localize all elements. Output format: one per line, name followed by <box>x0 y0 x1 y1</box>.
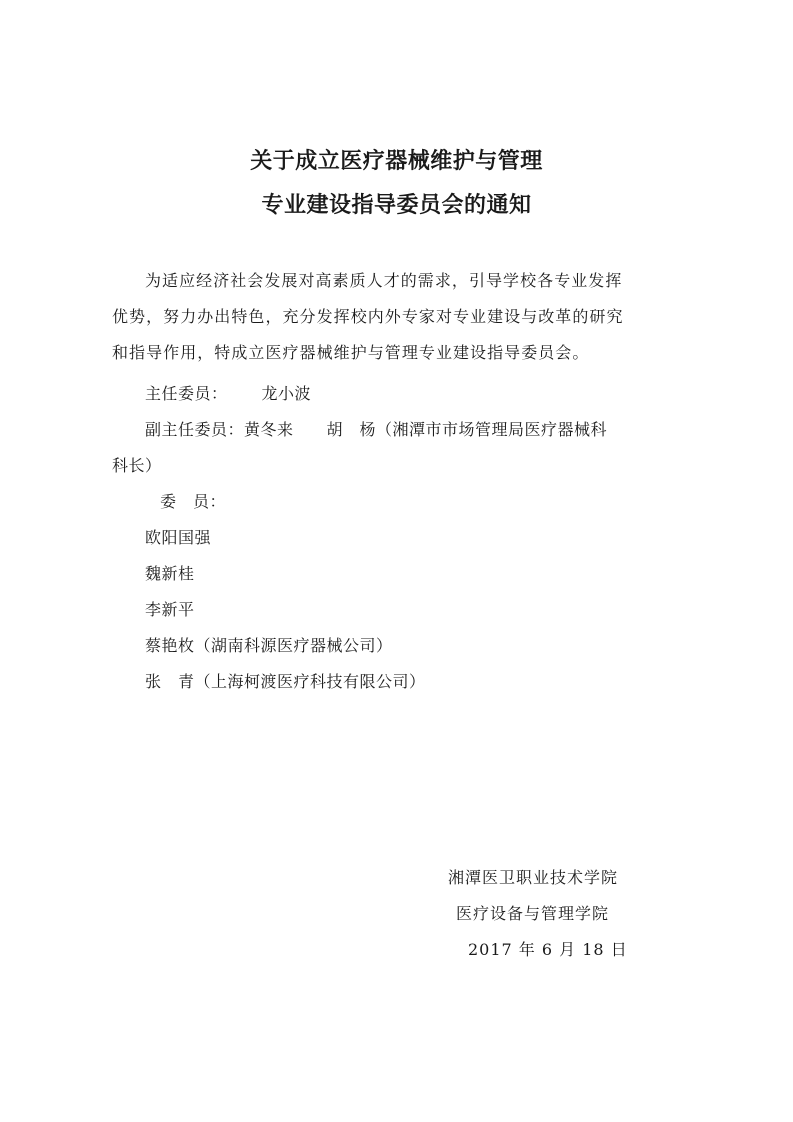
paragraph-line-2: 优势，努力办出特色，充分发挥校内外专家对专业建设与改革的研究 <box>112 307 624 326</box>
title-line-2: 专业建设指导委员会的通知 <box>261 193 532 218</box>
director-row <box>145 381 311 404</box>
deputy-names: 黄冬来 胡 杨（湘潭市市场管理局医疗器械科 <box>244 420 608 439</box>
director-label: 主任委员： <box>145 384 228 403</box>
paragraph-line-1: 为适应经济社会发展对高素质人才的需求，引导学校各专业发挥 <box>145 271 623 290</box>
deputy-row <box>145 417 607 440</box>
title-line-1: 关于成立医疗器械维护与管理 <box>250 149 543 174</box>
director-name: 龙小波 <box>261 384 312 403</box>
deputy-label: 副主任委员： <box>145 420 245 439</box>
member-item: 蔡艳枚（湖南科源医疗器械公司） <box>145 636 393 655</box>
signature-org-2: 医疗设备与管理学院 <box>456 904 610 923</box>
members-label: 委 员： <box>160 492 227 511</box>
signature-date: 2017 年 6 月 18 日 <box>468 940 628 959</box>
member-item: 魏新桂 <box>145 564 195 583</box>
member-item: 李新平 <box>145 600 195 619</box>
paragraph-line-3: 和指导作用，特成立医疗器械维护与管理专业建设指导委员会。 <box>112 343 590 362</box>
deputy-continuation: 科长） <box>112 456 162 475</box>
member-item: 欧阳国强 <box>145 528 212 547</box>
signature-org-1: 湘潭医卫职业技术学院 <box>448 868 619 887</box>
member-item: 张 青（上海柯渡医疗科技有限公司） <box>145 672 426 691</box>
